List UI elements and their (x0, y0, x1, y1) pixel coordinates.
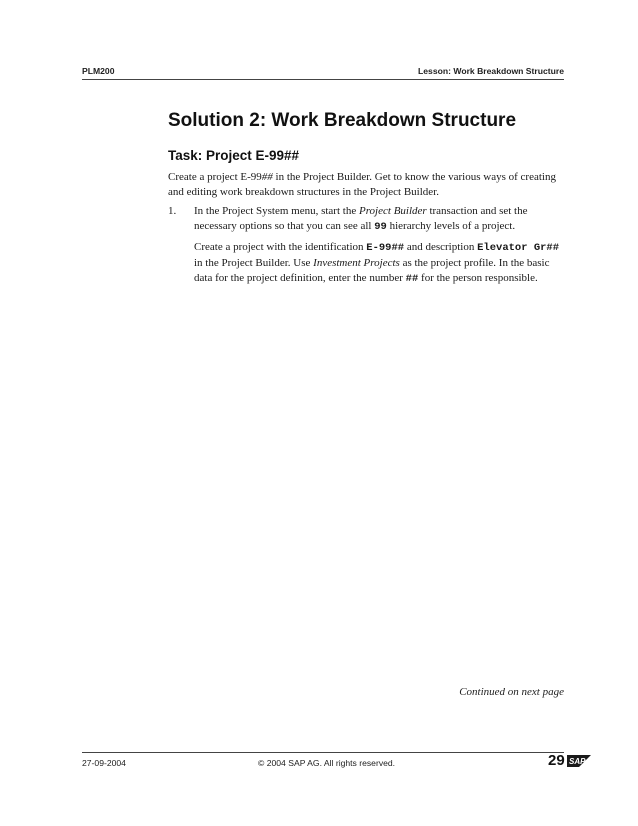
svg-text:SAP: SAP (569, 757, 586, 766)
task-intro: Create a project E-99## in the Project Builder. Get to know the various ways of creating and editing work breakdown structures in the Project Builder. (168, 171, 556, 198)
task-heading: Task: Project E-99## (168, 148, 300, 163)
course-code: PLM200 (82, 66, 115, 76)
page-title: Solution 2: Work Breakdown Structure (168, 110, 517, 131)
lesson-title: Lesson: Work Breakdown Structure (418, 66, 564, 76)
continued-note: Continued on next page (459, 686, 564, 698)
header-divider (82, 79, 564, 80)
step-instruction: In the Project System menu, start the Project Builder transaction and set the necessary options so that you can see all 99 hierarchy levels of a project. (194, 205, 528, 233)
step-detail: Create a project with the identification E-99## and description Elevator Gr## in the Project Builder. Use Investment Projects as the project profile. In the basic data for the project definition, enter the number ## for the person responsible. (194, 241, 560, 285)
sap-logo-icon (567, 755, 591, 767)
footer-copyright: © 2004 SAP AG. All rights reserved. (258, 758, 396, 768)
footer-date: 27-09-2004 (82, 758, 126, 768)
page-number: 29 (548, 752, 565, 769)
footer-divider (82, 752, 564, 753)
step-number: 1. (168, 205, 177, 217)
